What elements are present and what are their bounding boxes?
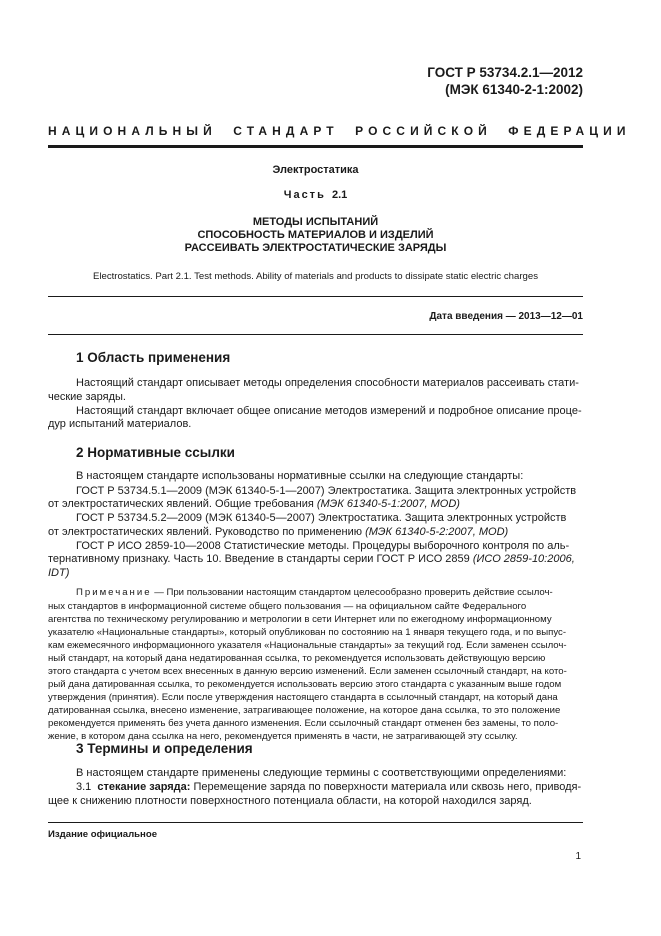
s3-intro: В настоящем стандарте применены следующие термины с соответствующими определениями:	[76, 767, 567, 779]
main-title-line-3: РАССЕИВАТЬ ЭЛЕКТРОСТАТИЧЕСКИЕ ЗАРЯДЫ	[184, 242, 447, 254]
part-word: Часть	[283, 189, 326, 201]
s2-intro: В настоящем стандарте использованы нормативные ссылки на следующие стандарты:	[76, 470, 524, 482]
section-2-heading: 2 Нормативные ссылки	[76, 445, 235, 460]
note-line-9: утверждения (принятия). Если после утверждения настоящего стандарта в ссылочный стандарт, на который дана	[48, 692, 558, 703]
ref-2-line-1: ГОСТ Р 53734.5.2—2009 (МЭК 61340-5—2007) Электростатика. Защита электронных устройств	[76, 512, 567, 524]
english-title: Electrostatics. Part 2.1. Test methods. Ability of materials and products to dissipate static electric charges	[92, 271, 539, 282]
standard-code: ГОСТ Р 53734.2.1—2012	[427, 65, 583, 80]
intro-divider	[48, 334, 583, 335]
section-3-heading: 3 Термины и определения	[76, 741, 253, 756]
footer-divider	[48, 822, 583, 823]
note-line-4: указателю «Национальные стандарты», который опубликован по состоянию на 1 января текущего года, и по выпус-	[48, 627, 567, 638]
term-name: стекание заряда:	[97, 781, 191, 793]
ref-2-equivalence: (МЭК 61340-5-2:2007, MOD)	[365, 526, 509, 538]
note-line-1	[76, 587, 586, 598]
s1-paragraph-1-line-1: Настоящий стандарт описывает методы определения способности материалов рассеивать стати-	[76, 377, 579, 389]
ref-1-title: от электростатических явлений. Общие требования	[48, 498, 317, 510]
section-1-heading: 1 Область применения	[76, 350, 231, 365]
s1-paragraph-2-line-1: Настоящий стандарт включает общее описание методов измерений и подробное описание проце-	[76, 405, 582, 417]
term-definition: Перемещение заряда по поверхности материала или сквозь него, приводя-	[190, 781, 582, 793]
ref-1-line-2	[48, 498, 460, 510]
ref-1-equivalence: (МЭК 61340-5-1:2007, MOD)	[316, 498, 460, 510]
note-line-12: жение, в котором дана ссылка на него, рекомендуется применять в части, не затрагивающей эту ссылку.	[48, 731, 518, 742]
note-text: — При пользовании настоящим стандартом целесообразно проверить действие ссылоч-	[151, 587, 553, 598]
note-line-11: рекомендуется применять без учета данного изменения. Если ссылочный стандарт отменен без замены, то поло-	[48, 718, 559, 729]
part-title	[48, 189, 583, 201]
note-line-3: агентства по техническому регулированию и метрологии в сети Интернет или по ежегодному информационному	[48, 614, 552, 625]
ref-3-title: тернативному признаку. Часть 10. Введение в стандарты серии ГОСТ Р ИСО 2859	[48, 553, 473, 565]
note-line-2: ных стандартов в информационной системе общего пользования — на официальном сайте Федерального	[48, 601, 527, 612]
term-number: 3.1	[76, 781, 92, 793]
page-number: 1	[575, 851, 581, 862]
national-standard-title: НАЦИОНАЛЬНЫЙ СТАНДАРТ РОССИЙСКОЙ ФЕДЕРАЦИИ	[48, 124, 631, 138]
part-number: 2.1	[331, 189, 348, 201]
ref-1-line-1: ГОСТ Р 53734.5.1—2009 (МЭК 61340-5-1—2007) Электростатика. Защита электронных устройств	[76, 485, 577, 497]
ref-2-title: от электростатических явлений. Руководство по применению	[48, 526, 366, 538]
s1-paragraph-2-line-2: дур испытаний материалов.	[48, 418, 192, 430]
ref-2-line-2	[48, 526, 508, 538]
note-label: Примечание	[76, 587, 152, 598]
header-divider	[48, 145, 583, 148]
iec-code: (МЭК 61340-2-1:2002)	[445, 82, 583, 97]
ref-3-line-2	[48, 553, 575, 565]
official-edition-label: Издание официальное	[48, 829, 158, 840]
main-title-line-1: МЕТОДЫ ИСПЫТАНИЙ	[252, 216, 379, 228]
introduction-date: Дата введения — 2013—12—01	[429, 311, 583, 322]
ref-3-line-1: ГОСТ Р ИСО 2859-10—2008 Статистические методы. Процедуры выборочного контроля по аль-	[76, 540, 570, 552]
ref-3-equivalence: (ИСО 2859-10:2006,	[472, 553, 575, 565]
note-line-5: кам ежемесячного информационного указателя «Национальные стандарты» за текущий год. Если заменен ссылоч-	[48, 640, 567, 651]
s1-paragraph-1-line-2: ческие заряды.	[48, 391, 126, 403]
title-divider	[48, 296, 583, 297]
note-line-6: ный стандарт, на который дана недатированная ссылка, то рекомендуется использовать действующую версию	[48, 653, 546, 664]
term-3-1-line-1	[76, 781, 581, 793]
main-title-line-2: СПОСОБНОСТЬ МАТЕРИАЛОВ И ИЗДЕЛИЙ	[197, 229, 434, 241]
note-line-8: рый дана датированная ссылка, то рекомендуется использовать версию этого стандарта с указанным выше годом	[48, 679, 562, 690]
note-line-7: этого стандарта с учетом всех внесенных в данную версию изменений. Если заменен ссылочный стандарт, на кото-	[48, 666, 567, 677]
term-3-1-line-2: щее к снижению плотности поверхностного потенциала области, на которой находился заряд.	[48, 795, 532, 807]
subject-title: Электростатика	[272, 164, 359, 176]
ref-3-line-3: IDT)	[48, 567, 70, 579]
note-line-10: датированная ссылка, внесено изменение, затрагивающее положение, на которое дана ссылка, то это положение	[48, 705, 561, 716]
